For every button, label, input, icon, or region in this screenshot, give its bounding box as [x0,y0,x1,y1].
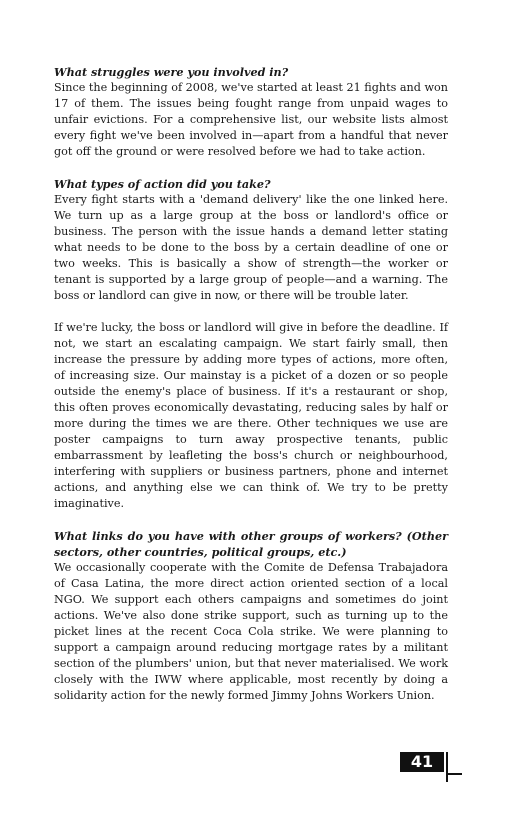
answer-paragraph: We occasionally cooperate with the Comite de Defensa Trabajadora of Casa Latina, the more direct action oriented section of a local NGO. We support each others campaigns and sometimes do joint actions. We've also done strike support, such as turning up to the picket lines at the recent Coca Cola strike. We were planning to support a campaign around reducing mortgage rates by a militant section of the plumbers' union, but that never materialised. We work closely with the IWW where applicable, most recently by doing a solidarity action for the newly formed Jimmy Johns Workers Union. [54,561,448,702]
answer-paragraph: Since the beginning of 2008, we've started at least 21 fights and won 17 of them. The issues being fought range from unpaid wages to unfair evictions. For a comprehensive list, our website lists almost every fight we've been involved in—apart from a handful that never got off the ground or were resolved before we had to take action. [54,81,448,158]
answer-paragraph: Every fight starts with a 'demand delivery' like the one linked here. We turn up as a large group at the boss or landlord's office or business. The person with the issue hands a demand letter stating what needs to be done to the boss by a certain deadline of one or two weeks. This is basically a show of strength—the worker or tenant is supported by a large group of people—and a warning. The boss or landlord can give in now, or there will be trouble later. [54,193,448,302]
question-heading: What links do you have with other groups of workers? (Other sectors, other countries, political groups, etc.) [54,529,448,559]
article-body [54,64,448,704]
crop-mark-vertical [446,752,448,782]
section-spacer [54,512,448,528]
question-heading: What types of action did you take? [54,177,271,191]
page-number: 41 [400,752,444,772]
section-spacer [54,160,448,176]
crop-mark-horizontal [446,773,462,775]
answer-paragraph: If we're lucky, the boss or landlord will give in before the deadline. If not, we start an escalating campaign. We start fairly small, then increase the pressure by adding more types of actions, more often, of increasing size. Our mainstay is a picket of a dozen or so people outside the enemy's place of business. If it's a restaurant or shop, this often proves economically devastating, reducing sales by half or more during the times we are there. Other techniques we use are poster campaigns to turn away prospective tenants, public embarrassment by leafleting the boss's church or neighbourhood, interfering with suppliers or business partners, phone and internet actions, and anything else we can think of. We try to be pretty imaginative. [54,321,448,510]
question-heading: What struggles were you involved in? [54,65,289,79]
paragraph-spacer [54,304,448,320]
